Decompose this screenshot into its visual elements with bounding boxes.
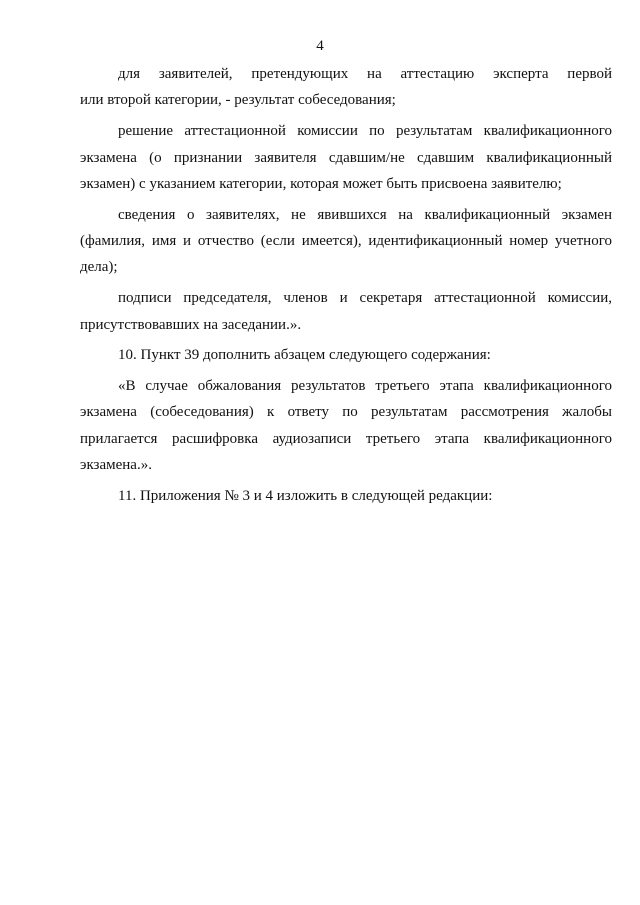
text-line: для заявителей, претендующих на аттестацию эксперта первой bbox=[118, 66, 612, 82]
text-line: 10. Пункт 39 дополнить абзацем следующего содержания: bbox=[118, 347, 491, 364]
text-line: экзамен) с указанием категории, которая может быть присвоена заявителю; bbox=[80, 175, 562, 192]
paragraph-absent-applicants bbox=[80, 202, 612, 281]
text-line: экзамена (собеседования) к ответу по результатам рассмотрения жалобы bbox=[80, 404, 612, 421]
paragraph-interview-result bbox=[80, 61, 612, 114]
text-line: прилагается расшифровка аудиозаписи третьего этапа квалификационного bbox=[80, 430, 612, 447]
text-line: «В случае обжалования результатов третьего этапа квалификационного bbox=[118, 377, 612, 394]
text-line: 11. Приложения № 3 и 4 изложить в следующей редакции: bbox=[118, 487, 493, 504]
document-body bbox=[80, 61, 612, 514]
text-line: дела); bbox=[80, 259, 118, 276]
paragraph-appeal-quote bbox=[80, 373, 612, 479]
text-line: экзамена (о признании заявителя сдавшим/не сдавшим квалификационный bbox=[80, 149, 612, 166]
paragraph-item-11 bbox=[80, 483, 612, 509]
text-line: (фамилия, имя и отчество (если имеется), идентификационный номер учетного bbox=[80, 233, 612, 250]
paragraph-item-10 bbox=[80, 342, 612, 368]
text-line: решение аттестационной комиссии по результатам квалификационного bbox=[118, 123, 612, 140]
paragraph-signatures bbox=[80, 285, 612, 338]
paragraph-commission-decision bbox=[80, 118, 612, 197]
text-line: сведения о заявителях, не явившихся на квалификационный экзамен bbox=[118, 206, 612, 223]
text-line: экзамена.». bbox=[80, 457, 152, 474]
text-line: подписи председателя, членов и секретаря аттестационной комиссии, bbox=[118, 290, 612, 307]
page-number: 4 bbox=[316, 38, 324, 54]
text-line: присутствовавших на заседании.». bbox=[80, 316, 302, 333]
text-line: или второй категории, - результат собеседования; bbox=[80, 92, 396, 109]
